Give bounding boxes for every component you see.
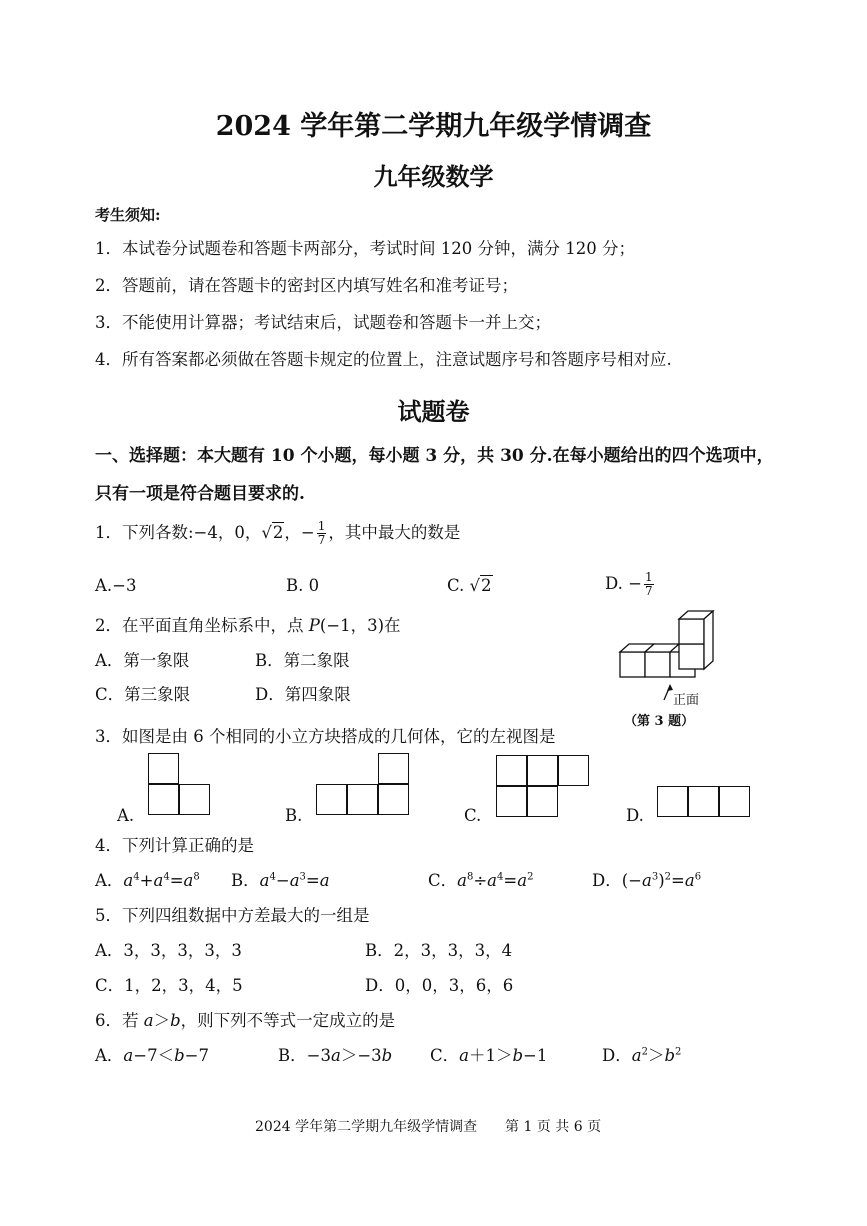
question-4-option-b: B．$a^4-a^3=a$	[231, 871, 330, 890]
question-4-option-a: A．$a^4+a^4=a^8$	[95, 871, 200, 890]
notice-item-4: 4．所有答案都必须做在答题卡规定的位置上，注意试题序号和答题序号相对应.	[95, 350, 672, 369]
question-6-stem: 6．若 a＞b，则下列不等式一定成立的是	[95, 1011, 396, 1030]
question-1-option-b: B. 0	[286, 576, 320, 595]
question-5-stem: 5．下列四组数据中方差最大的一组是	[95, 906, 370, 925]
section-heading-line2: 只有一项是符合题目要求的.	[95, 484, 305, 504]
question-3-option-a-label: A.	[117, 806, 135, 825]
section-heading-line1: 一、选择题：本大题有 10 个小题，每小题 3 分，共 30 分.在每小题给出的四个选项中，	[95, 446, 774, 466]
question-5-option-d: D．0，0，3，6，6	[365, 976, 514, 995]
question-6-option-c: C．a＋1＞b−1	[430, 1046, 548, 1065]
notice-item-1: 1．本试卷分试题卷和答题卡两部分，考试时间 120 分钟，满分 120 分；	[95, 239, 635, 258]
notice-heading: 考生须知:	[95, 206, 161, 224]
question-3-option-c-label: C.	[464, 806, 482, 825]
footer-text: 2024 学年第二学期九年级学情调查	[255, 1119, 478, 1135]
question-5-option-a: A．3，3，3，3，3	[95, 941, 242, 960]
question-2-option-c: C．第三象限	[95, 685, 191, 704]
question-4-stem: 4．下列计算正确的是	[95, 836, 254, 855]
question-6-option-d: D．$a^2>b^2$	[602, 1046, 682, 1065]
question-1-stem: 1．下列各数:−4，0，√2，− $\frac{1}{7}$ ，其中最大的数是	[95, 519, 461, 547]
notice-item-3: 3．不能使用计算器；考试结束后，试题卷和答题卡一并上交；	[95, 313, 551, 332]
question-3-stem: 3．如图是由 6 个相同的小立方块搭成的几何体，它的左视图是	[95, 727, 556, 746]
page-number: 第 1 页 共 6 页	[505, 1119, 602, 1135]
question-6-option-a: A．a−7＜b−7	[95, 1046, 209, 1065]
question-3-option-d-label: D.	[626, 806, 644, 825]
fraction: $\frac{1}{7}$	[317, 519, 326, 547]
question-4-option-c: C．$a^8\div a^4=a^2$	[428, 871, 534, 890]
exam-subtitle: 九年级数学	[373, 162, 494, 191]
figure-caption: （第 3 题）	[624, 714, 695, 729]
question-3-option-b-label: B.	[285, 806, 303, 825]
question-5-option-c: C．1，2，3，4，5	[95, 976, 243, 995]
question-2-stem: 2．在平面直角坐标系中，点 P(−1，3)在	[95, 616, 401, 635]
question-1-option-a: A.−3	[95, 576, 137, 595]
question-1-option-d: D. − $\frac{1}{7}$	[605, 570, 653, 598]
sqrt-expression: √2	[261, 523, 284, 542]
exam-title: 2024 学年第二学期九年级学情调查	[215, 111, 652, 142]
front-label: 正面	[673, 693, 700, 708]
notice-item-2: 2．答题前，请在答题卡的密封区内填写姓名和准考证号；	[95, 276, 518, 295]
question-5-option-b: B．2，3，3，3，4	[365, 941, 513, 960]
question-2-option-a: A．第一象限	[95, 651, 190, 670]
question-2-option-b: B．第二象限	[255, 651, 350, 670]
paper-title: 试题卷	[397, 397, 470, 426]
cube-figure	[612, 610, 722, 710]
question-6-option-b: B．−3a＞−3b	[278, 1046, 393, 1065]
question-4-option-d: D．$(-a^3)^2=a^6$	[592, 871, 702, 890]
question-1-option-c: C. √2	[447, 576, 492, 595]
question-2-option-d: D．第四象限	[255, 685, 351, 704]
